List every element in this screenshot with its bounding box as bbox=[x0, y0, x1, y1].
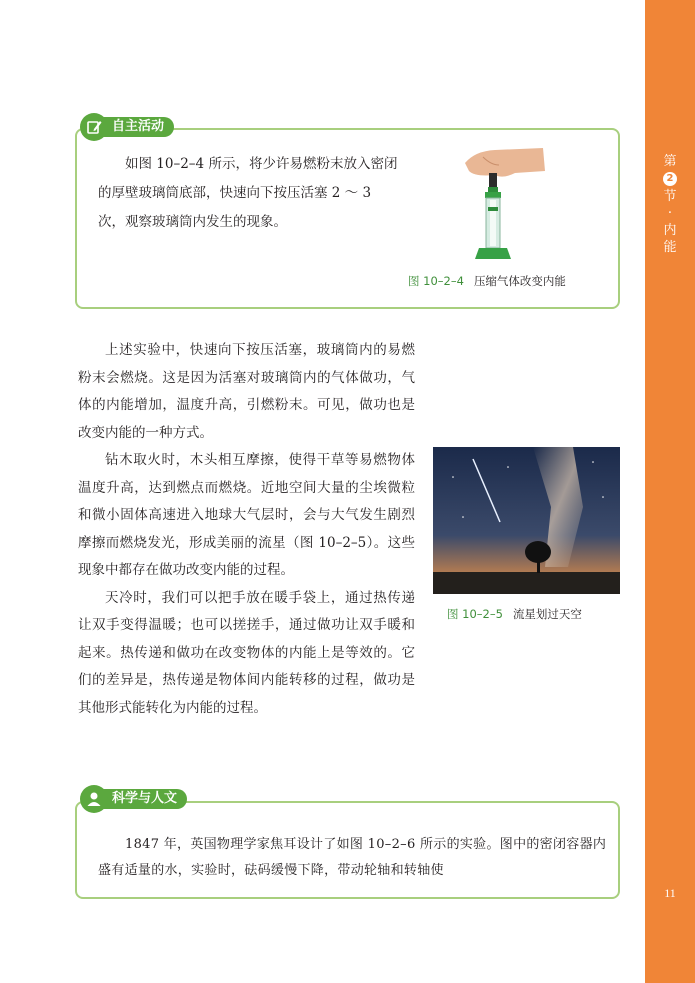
science-text: 1847 年，英国物理学家焦耳设计了如图 10–2–6 所示的实验。图中的密闭容器内盛有适量的水，实验时，砝码缓慢下降，带动轮轴和转轴使 bbox=[98, 837, 607, 878]
science-label: 科学与人文 bbox=[98, 789, 187, 809]
figure-number: 图 10–2–5 bbox=[447, 607, 503, 621]
figure-title: 压缩气体改变内能 bbox=[473, 274, 566, 288]
section-char: 节 bbox=[663, 189, 677, 204]
figure-caption-piston bbox=[408, 273, 566, 289]
person-icon bbox=[80, 785, 108, 813]
section-char: 第 bbox=[663, 154, 677, 169]
activity-label: 自主活动 bbox=[98, 117, 174, 137]
figure-caption-meteor bbox=[447, 606, 582, 622]
meteor-photo bbox=[433, 447, 620, 594]
section-number-badge: 2 bbox=[663, 172, 677, 186]
main-text bbox=[78, 337, 415, 722]
science-header bbox=[80, 786, 187, 812]
figure-number: 图 10–2–4 bbox=[408, 274, 464, 288]
activity-header bbox=[80, 114, 174, 140]
chapter-side-tab bbox=[645, 0, 695, 983]
section-char: 内 bbox=[663, 223, 677, 238]
piston-photo bbox=[455, 145, 555, 265]
section-char: 能 bbox=[663, 240, 677, 255]
section-title bbox=[645, 153, 695, 256]
activity-text: 如图 10–2–4 所示，将少许易燃粉末放入密闭的厚壁玻璃筒底部，快速向下按压活塞 2 ～ 3 次，观察玻璃筒内发生的现象。 bbox=[98, 156, 398, 230]
paragraph: 上述实验中，快速向下按压活塞，玻璃筒内的易燃粉末会燃烧。这是因为活塞对玻璃筒内的气体做功，气体的内能增加，温度升高，引燃粉末。可见，做功也是改变内能的一种方式。 bbox=[78, 342, 415, 441]
paragraph: 钻木取火时，木头相互摩擦，使得干草等易燃物体温度升高，达到燃点而燃烧。近地空间大量的尘埃微粒和微小固体高速进入地球大气层时，会与大气发生剧烈摩擦而燃烧发光，形成美丽的流星（图 10–2–5）。这些现象中都存在做功改变内能的过程。 bbox=[78, 452, 415, 578]
paragraph: 天冷时，我们可以把手放在暖手袋上，通过热传递让双手变得温暖；也可以搓搓手，通过做功让双手暖和起来。热传递和做功在改变物体的内能上是等效的。它们的差异是，热传递是物体间内能转移的过程，做功是其他形式能转化为内能的过程。 bbox=[78, 589, 415, 716]
pencil-clipboard-icon bbox=[80, 113, 108, 141]
figure-title: 流星划过天空 bbox=[512, 607, 582, 621]
page-number: 11 bbox=[664, 886, 676, 900]
section-char: · bbox=[667, 206, 673, 221]
